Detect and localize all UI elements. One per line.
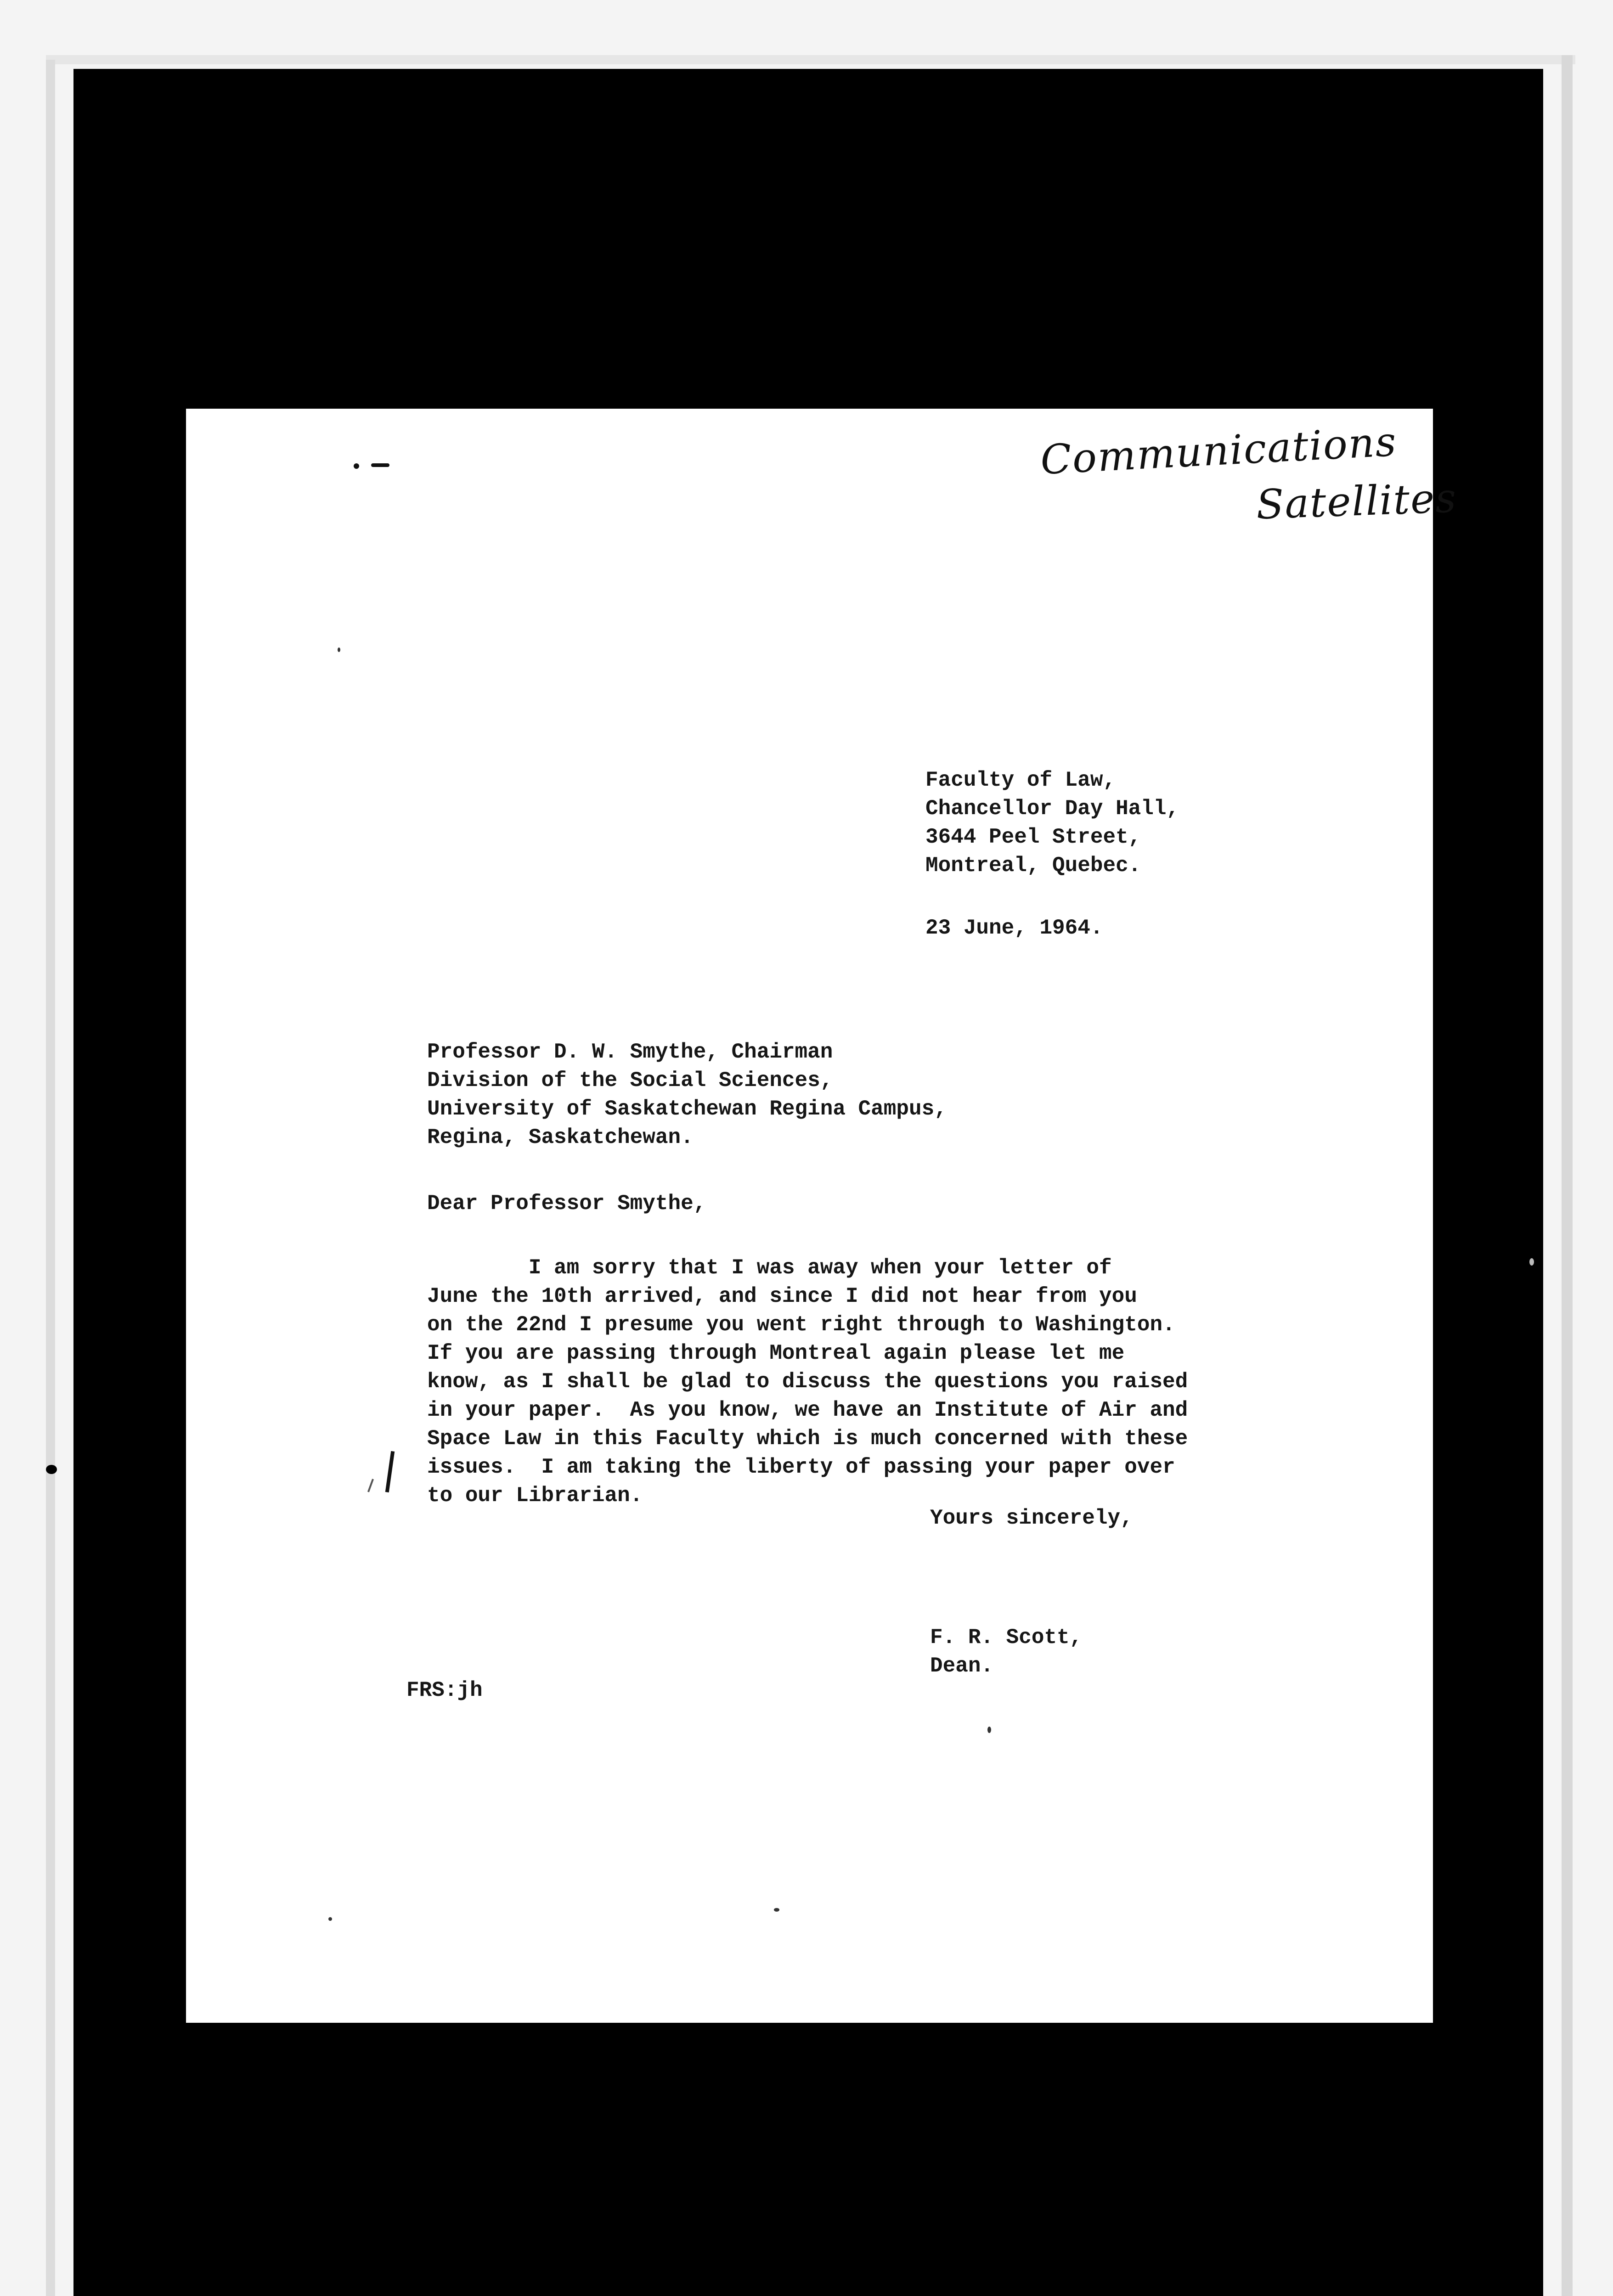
margin-pencil-mark <box>367 1479 374 1492</box>
salutation: Dear Professor Smythe, <box>427 1192 706 1216</box>
signature-block <box>930 1623 1082 1680</box>
sender-address <box>925 766 1179 880</box>
recipient-line: University of Saskatchewan Regina Campus, <box>427 1097 947 1121</box>
signature-name: F. R. Scott, <box>930 1626 1083 1649</box>
body-line: to our Librarian. <box>427 1484 643 1508</box>
recipient-line: Regina, Saskatchewan. <box>427 1125 694 1149</box>
letter-page <box>186 409 1458 2023</box>
signature-title: Dean. <box>930 1654 994 1678</box>
closing: Yours sincerely, <box>930 1506 1133 1530</box>
punch-marks <box>354 461 390 468</box>
film-top-edge <box>46 55 1575 64</box>
body-line: I am sorry that I was away when your letter of <box>427 1256 1112 1280</box>
recipient-line: Division of the Social Sciences, <box>427 1069 833 1092</box>
address-line: 3644 Peel Street, <box>925 825 1141 849</box>
body-line: June the 10th arrived, and since I did not hear from you <box>427 1284 1137 1308</box>
body-line: Space Law in this Faculty which is much concerned with these <box>427 1427 1188 1451</box>
recipient-address <box>427 1038 947 1152</box>
handwritten-note-line-2: Satellites <box>1255 474 1458 529</box>
paper-speck <box>987 1727 991 1733</box>
body-line: If you are passing through Montreal again please let me <box>427 1341 1125 1365</box>
typist-initials: FRS:jh <box>406 1678 483 1702</box>
address-line: Chancellor Day Hall, <box>925 797 1179 821</box>
film-right-edge <box>1562 55 1573 2296</box>
paper-speck <box>328 1917 332 1921</box>
margin-pencil-mark <box>385 1451 395 1492</box>
address-line: Faculty of Law, <box>925 768 1116 792</box>
paper-speck <box>774 1908 779 1912</box>
film-speck <box>46 1465 57 1474</box>
film-left-edge <box>46 60 55 2296</box>
paper-speck <box>338 647 340 652</box>
handwritten-note-line-1: Communications <box>1039 417 1398 484</box>
body-line: know, as I shall be glad to discuss the questions you raised <box>427 1370 1188 1394</box>
film-speck <box>1529 1258 1534 1266</box>
body-line: on the 22nd I presume you went right through to Washington. <box>427 1313 1175 1337</box>
letter-body <box>427 1254 1188 1510</box>
body-line: in your paper. As you know, we have an Institute of Air and <box>427 1398 1188 1422</box>
address-line: Montreal, Quebec. <box>925 854 1141 878</box>
recipient-line: Professor D. W. Smythe, Chairman <box>427 1040 833 1064</box>
body-line: issues. I am taking the liberty of passing your paper over <box>427 1455 1175 1479</box>
letter-date: 23 June, 1964. <box>925 916 1103 940</box>
